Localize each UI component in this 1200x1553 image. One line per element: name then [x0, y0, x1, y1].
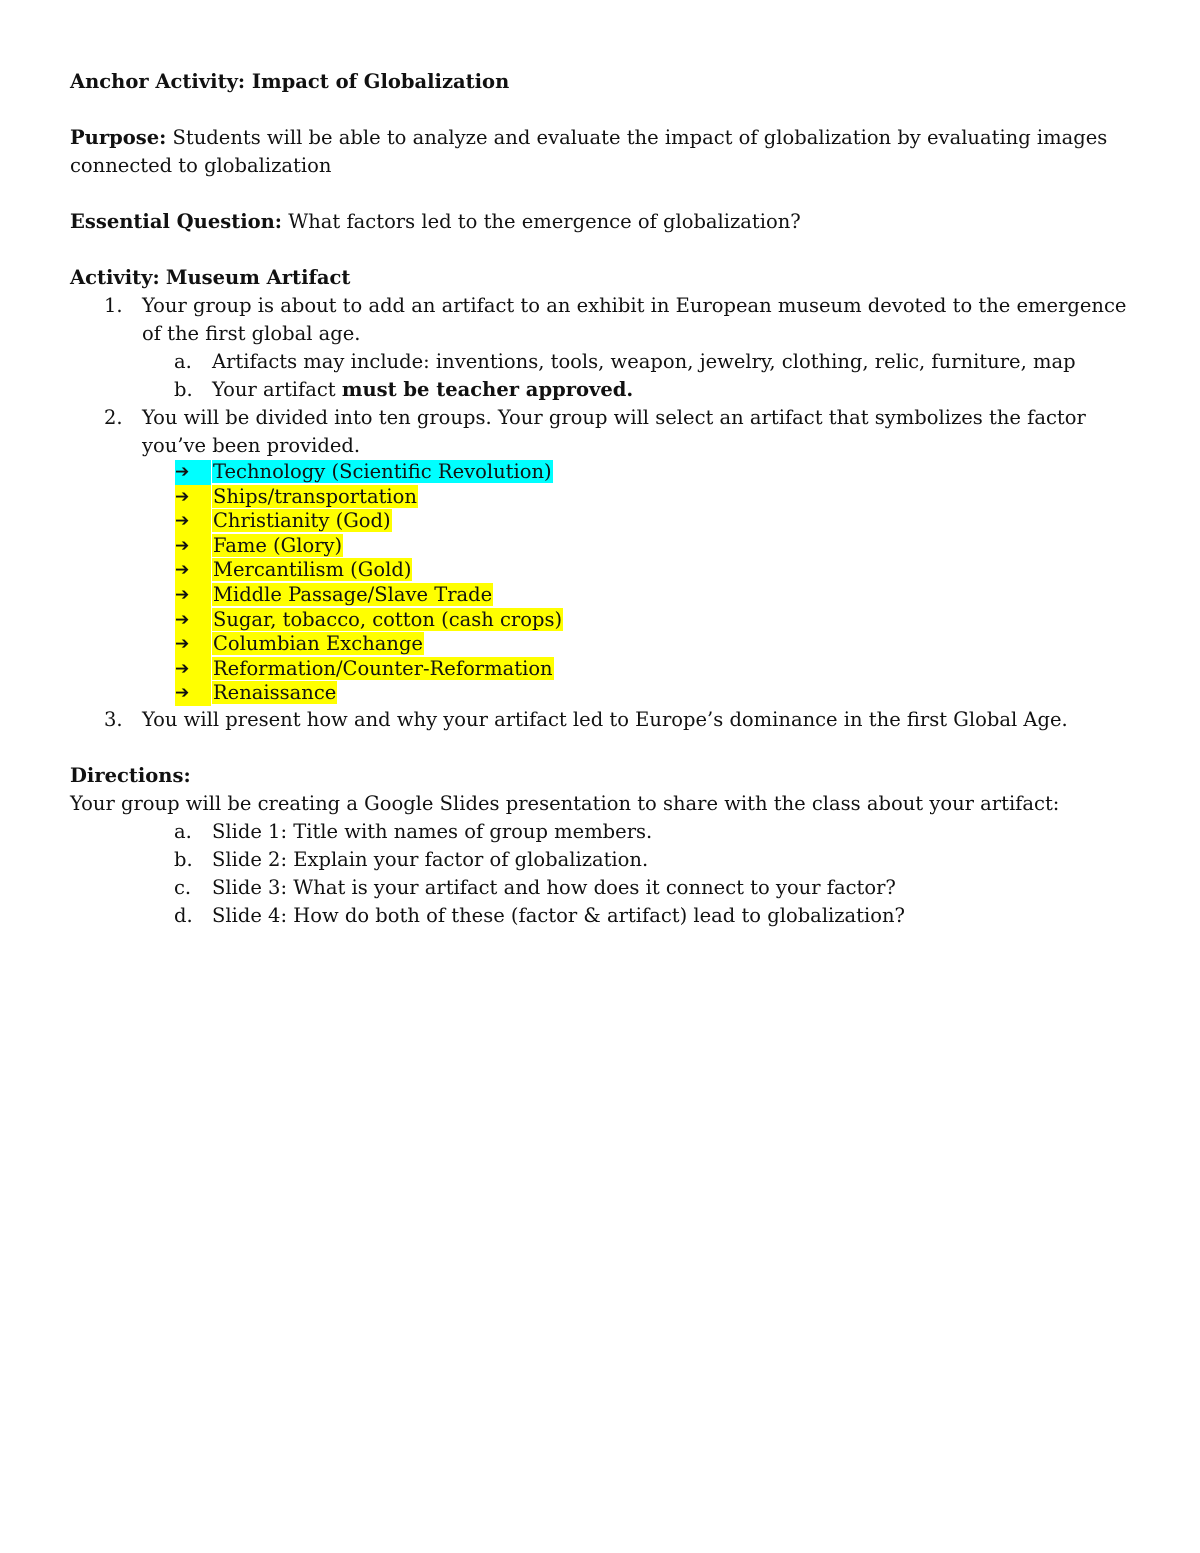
spacer — [70, 96, 1130, 124]
arrow-right-icon: ➔ — [175, 583, 211, 608]
subitem-text: Artifacts may include: inventions, tools, weapon, jewelry, clothing, relic, furniture, map — [212, 350, 1076, 373]
document-page — [70, 68, 1130, 930]
factor-text: Columbian Exchange — [213, 632, 423, 656]
factor-list-item — [70, 681, 1130, 706]
arrow-right-icon: ➔ — [175, 485, 211, 510]
list-item — [70, 292, 1130, 348]
list-marker: 3. — [104, 707, 123, 731]
factor-list-item — [70, 657, 1130, 682]
factor-text: Technology (Scientific Revolution) — [213, 460, 552, 483]
list-item — [70, 846, 1130, 874]
slide-text: Slide 2: Explain your factor of globalization. — [212, 847, 649, 871]
list-marker: 2. — [104, 406, 123, 429]
list-item — [70, 902, 1130, 930]
subitem-bold-text: must be teacher approved. — [341, 378, 634, 401]
factor-list-item — [70, 460, 1130, 485]
list-marker: 1. — [104, 294, 123, 317]
factor-list-item — [70, 558, 1130, 583]
list-item — [70, 818, 1130, 846]
factor-text: Reformation/Counter-Reformation — [213, 656, 553, 680]
step-text: Your group is about to add an artifact to an exhibit in European museum devoted to the emergence of the first global age. — [142, 294, 1127, 345]
activity-heading — [70, 264, 1130, 292]
directions-intro: Your group will be creating a Google Slides presentation to share with the class about your artifact: — [70, 791, 1060, 815]
activity-name: Museum Artifact — [165, 266, 351, 289]
factor-text: Fame (Glory) — [213, 533, 343, 557]
directions-label: Directions: — [70, 763, 191, 787]
factor-text: Middle Passage/Slave Trade — [213, 582, 493, 606]
factor-text: Christianity (God) — [213, 509, 391, 533]
arrow-right-icon: ➔ — [175, 632, 211, 657]
list-marker: d. — [174, 903, 193, 927]
factor-list-item — [70, 583, 1130, 608]
arrow-right-icon: ➔ — [175, 608, 211, 633]
list-marker: c. — [174, 875, 192, 899]
list-marker: b. — [174, 378, 193, 401]
purpose-label: Purpose: — [70, 126, 167, 149]
arrow-right-icon: ➔ — [175, 681, 211, 706]
step-text: You will be divided into ten groups. Your group will select an artifact that symbolizes the factor you’ve been provided. — [142, 406, 1086, 457]
factor-list — [70, 460, 1130, 706]
factor-text: Ships/transportation — [213, 484, 417, 508]
factor-text: Sugar, tobacco, cotton (cash crops) — [213, 607, 563, 631]
artifact-subitems — [70, 348, 1130, 404]
arrow-right-icon: ➔ — [175, 657, 211, 682]
list-item — [70, 348, 1130, 376]
arrow-right-icon: ➔ — [175, 558, 211, 583]
factor-list-item — [70, 534, 1130, 559]
purpose-paragraph — [70, 124, 1130, 180]
slide-text: Slide 1: Title with names of group members. — [212, 819, 653, 843]
list-item — [70, 874, 1130, 902]
arrow-right-icon: ➔ — [175, 534, 211, 559]
activity-steps — [70, 292, 1130, 348]
list-marker: a. — [174, 819, 192, 843]
factor-list-item — [70, 608, 1130, 633]
factor-list-item — [70, 509, 1130, 534]
essential-question-text: What factors led to the emergence of globalization? — [288, 210, 801, 233]
factor-text: Mercantilism (Gold) — [213, 558, 412, 582]
list-marker: a. — [174, 350, 192, 373]
slide-text: Slide 3: What is your artifact and how does it connect to your factor? — [212, 875, 896, 899]
document-title: Anchor Activity: Impact of Globalization — [70, 70, 510, 93]
factor-list-item — [70, 485, 1130, 510]
factor-text: Renaissance — [213, 681, 337, 705]
activity-steps — [70, 404, 1130, 460]
purpose-text: Students will be able to analyze and evaluate the impact of globalization by evaluating images connected to globalization — [70, 126, 1108, 177]
activity-label: Activity: — [70, 266, 160, 289]
arrow-right-icon: ➔ — [175, 460, 211, 485]
spacer — [70, 236, 1130, 264]
list-item — [70, 706, 1130, 734]
arrow-right-icon: ➔ — [175, 509, 211, 534]
list-item — [70, 376, 1130, 404]
factor-list-item — [70, 632, 1130, 657]
essential-question-paragraph — [70, 208, 1130, 236]
step-text: You will present how and why your artifact led to Europe’s dominance in the first Global Age. — [142, 707, 1068, 731]
spacer — [70, 734, 1130, 762]
list-marker: b. — [174, 847, 193, 871]
slide-text: Slide 4: How do both of these (factor & artifact) lead to globalization? — [212, 903, 906, 927]
slide-list — [70, 818, 1130, 930]
essential-question-label: Essential Question: — [70, 210, 282, 233]
list-item — [70, 404, 1130, 460]
spacer — [70, 180, 1130, 208]
subitem-text: Your artifact — [212, 378, 342, 401]
activity-steps — [70, 706, 1130, 734]
